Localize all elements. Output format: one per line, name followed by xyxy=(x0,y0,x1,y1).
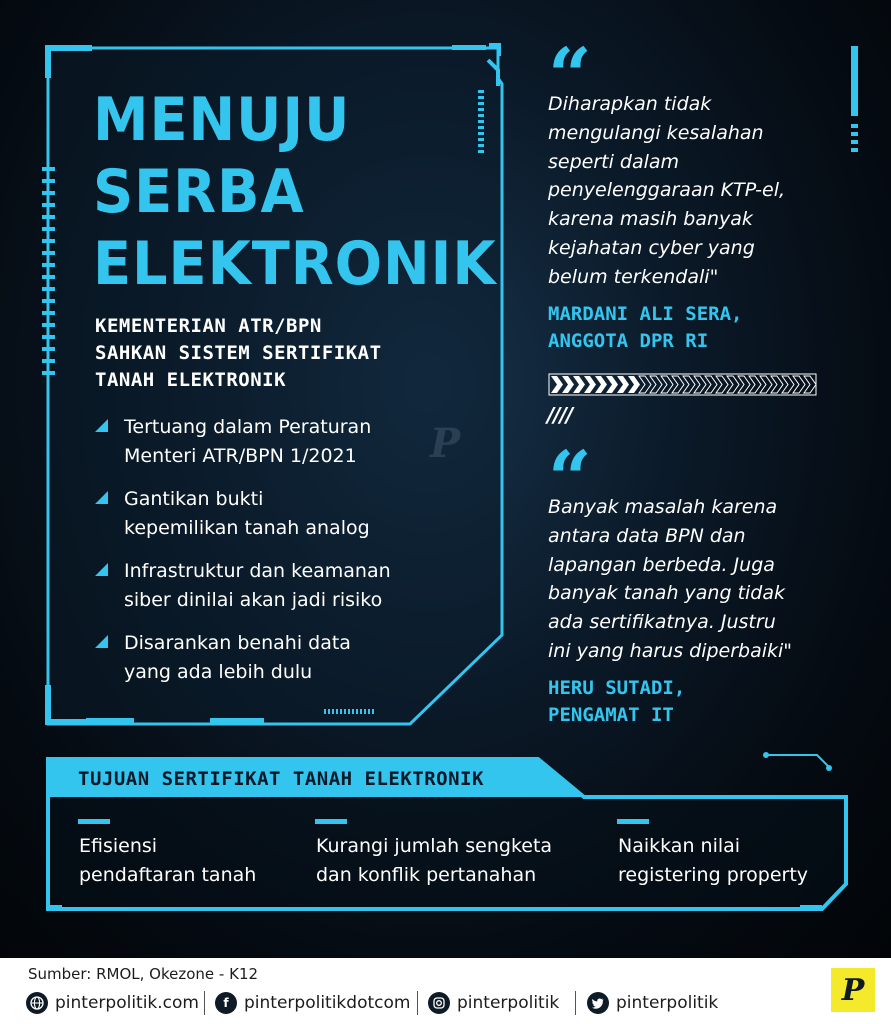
chevron-mark xyxy=(573,376,585,393)
pinterpolitik-logo xyxy=(831,968,875,1012)
bullet-text: Tertuang dalam Peraturan xyxy=(124,416,372,438)
main-title xyxy=(93,84,497,300)
subtitle-line: SAHKAN SISTEM SERTIFIKAT xyxy=(95,342,382,364)
instagram-icon xyxy=(428,992,450,1014)
chevron-mark xyxy=(584,376,596,393)
quote-line: kejahatan cyber yang xyxy=(548,236,755,259)
bullet-text: yang ada lebih dulu xyxy=(124,660,313,683)
chevron-mark xyxy=(628,376,640,393)
facebook-icon: f xyxy=(215,992,237,1014)
social-link-instagram[interactable] xyxy=(428,991,559,1015)
title-line: SERBA xyxy=(93,157,305,227)
list-item xyxy=(95,413,475,470)
quote-block xyxy=(548,31,848,355)
footer xyxy=(0,958,891,1024)
bullet-text: Gantikan bukti xyxy=(124,488,264,510)
quote-line: lapangan berbeda. Juga xyxy=(548,553,775,576)
chevron-mark xyxy=(595,376,607,393)
chevron-mark xyxy=(606,376,618,393)
slash-divider: //// xyxy=(547,403,573,427)
chevron-mark xyxy=(551,376,563,393)
quote-author: HERU SUTADI, xyxy=(548,676,686,699)
chevron-mark xyxy=(782,376,794,393)
chevron-mark xyxy=(716,376,728,393)
social-link-facebook[interactable] xyxy=(215,991,410,1015)
social-label: pinterpolitik xyxy=(616,993,719,1013)
quote-line: penyelenggaraan KTP-el, xyxy=(548,179,786,202)
social-label: pinterpolitik xyxy=(457,993,560,1013)
goals-title: TUJUAN SERTIFIKAT TANAH ELEKTRONIK xyxy=(78,768,484,790)
quote-line: banyak tanah yang tidak xyxy=(548,582,785,605)
globe-icon xyxy=(26,992,48,1014)
goal-item xyxy=(618,832,808,890)
triangle-bullet-icon xyxy=(95,563,108,576)
bullet-text: Menteri ATR/BPN 1/2021 xyxy=(124,444,357,467)
chevron-mark xyxy=(617,376,629,393)
goal-text: dan konflik pertanahan xyxy=(316,864,537,886)
chevron-mark xyxy=(683,376,695,393)
chevron-mark xyxy=(650,376,662,393)
goal-item xyxy=(79,832,256,890)
quote-line: Diharapkan tidak xyxy=(548,93,712,115)
chevron-mark xyxy=(639,376,651,393)
triangle-bullet-icon xyxy=(95,419,108,432)
quote-line: ini yang harus diperbaiki" xyxy=(548,639,793,662)
bullet-text: siber dinilai akan jadi risiko xyxy=(124,588,383,611)
quote-line: Banyak masalah karena xyxy=(548,496,778,518)
chevron-mark xyxy=(749,376,761,393)
chevron-mark xyxy=(804,376,816,393)
quote-author: MARDANI ALI SERA, xyxy=(548,302,743,325)
quote-mark-icon: “ xyxy=(548,31,592,120)
subtitle-line: KEMENTERIAN ATR/BPN xyxy=(95,315,322,337)
divider xyxy=(417,991,418,1015)
subtitle-line: TANAH ELEKTRONIK xyxy=(95,369,287,391)
quote-author: ANGGOTA DPR RI xyxy=(548,329,709,352)
social-link-website[interactable] xyxy=(26,991,199,1015)
bullet-list xyxy=(95,413,475,701)
triangle-bullet-icon xyxy=(95,491,108,504)
goal-text: Efisiensi xyxy=(79,835,158,857)
chevron-progress-bar xyxy=(549,374,816,395)
list-item xyxy=(95,629,475,686)
quote-block xyxy=(548,434,848,729)
goal-text: pendaftaran tanah xyxy=(79,864,257,886)
chevron-mark xyxy=(705,376,717,393)
quote-line: ada sertifikatnya. Justru xyxy=(548,611,776,634)
twitter-icon xyxy=(587,992,609,1014)
title-line: MENUJU xyxy=(93,85,351,155)
quote-line: seperti dalam xyxy=(548,150,680,173)
bullet-text: kepemilikan tanah analog xyxy=(124,516,370,539)
chevron-mark xyxy=(672,376,684,393)
list-item xyxy=(95,485,475,542)
source-credit: Sumber: RMOL, Okezone - K12 xyxy=(28,965,259,983)
divider xyxy=(575,991,576,1015)
social-label: pinterpolitik.com xyxy=(55,993,199,1013)
quote-author: PENGAMAT IT xyxy=(548,703,674,726)
goal-text: Naikkan nilai xyxy=(618,835,741,857)
social-label: pinterpolitikdotcom xyxy=(244,993,411,1013)
quote-line: karena masih banyak xyxy=(548,208,753,231)
chevron-mark xyxy=(793,376,805,393)
goal-item xyxy=(316,832,552,890)
chevron-mark xyxy=(562,376,574,393)
chevron-mark xyxy=(760,376,772,393)
chevron-mark xyxy=(727,376,739,393)
quote-line: mengulangi kesalahan xyxy=(548,121,764,144)
watermark-logo: P xyxy=(430,420,461,467)
bullet-text: Infrastruktur dan keamanan xyxy=(124,560,391,582)
goal-text: registering property xyxy=(618,864,809,886)
subtitle xyxy=(95,313,495,394)
quote-line: belum terkendali" xyxy=(548,265,719,288)
quote-mark-icon: “ xyxy=(548,434,592,523)
quote-line: antara data BPN dan xyxy=(548,524,746,547)
chevron-mark xyxy=(661,376,673,393)
title-line: ELEKTRONIK xyxy=(93,229,497,299)
chevron-mark xyxy=(771,376,783,393)
bullet-text: Disarankan benahi data xyxy=(124,632,351,654)
triangle-bullet-icon xyxy=(95,635,108,648)
divider xyxy=(204,991,205,1015)
list-item xyxy=(95,557,475,614)
chevron-mark xyxy=(738,376,750,393)
chevron-mark xyxy=(694,376,706,393)
social-link-twitter[interactable] xyxy=(587,991,718,1015)
goal-text: Kurangi jumlah sengketa xyxy=(316,835,553,857)
logo-letter: P xyxy=(841,972,865,1008)
